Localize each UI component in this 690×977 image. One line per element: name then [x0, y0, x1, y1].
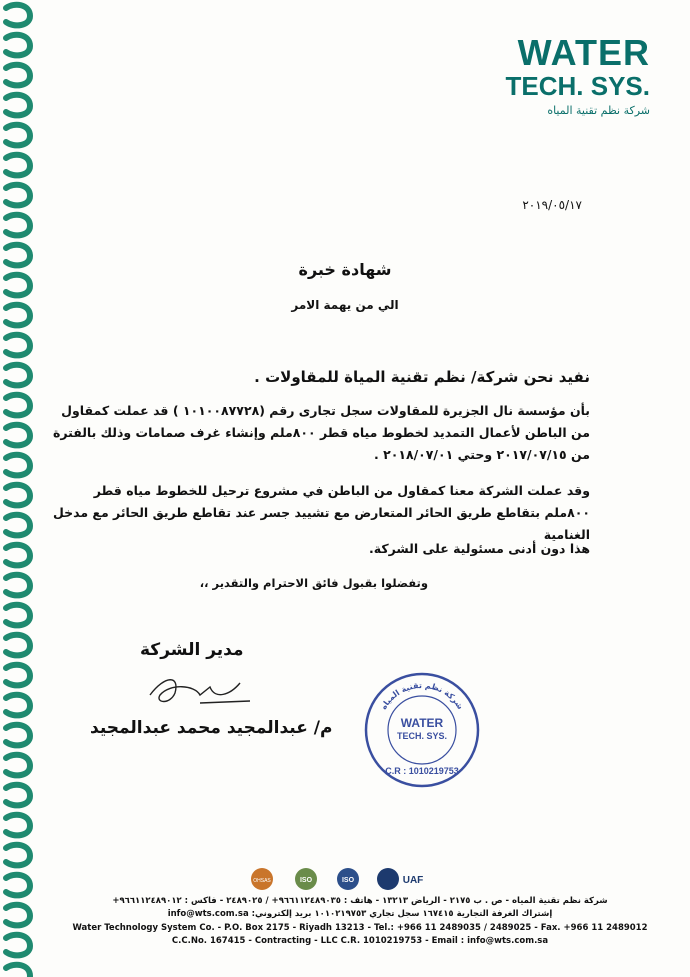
handwritten-signature [140, 665, 260, 715]
paragraph-1: بأن مؤسسة نال الجزيرة للمقاولات سجل تجارى رقم (١٠١٠٠٨٧٧٢٨ ) قد عملت كمقاول من الباطن لأعمال التمديد لخطوط مياه قطر ٨٠٠ملم وإنشاء غرف صمامات وذلك بالفترة من ٢٠١٧/٠٧/١٥ وحتي ٢٠١٨/٠٧/٠١ . [52, 403, 590, 462]
side-pattern-segment [6, 35, 30, 56]
uaf-badge [377, 868, 423, 890]
side-pattern-segment [6, 425, 30, 446]
side-pattern-segment [6, 575, 30, 596]
stamp-arc-text: شركة نظم تقنية المياه [379, 680, 465, 712]
side-pattern-segment [6, 215, 30, 236]
side-pattern-segment [6, 515, 30, 536]
svg-text:OHSAS: OHSAS [253, 878, 271, 884]
side-pattern-segment [6, 815, 30, 836]
stamp-center-line-1: WATER [400, 716, 444, 730]
side-pattern-segment [6, 965, 30, 977]
iso-badge-1 [295, 868, 317, 890]
paragraph-2: وقد عملت الشركة معنا كمقاول من الباطن في مشروع ترحيل للخطوط مياه قطر ٨٠٠ملم بتقاطع طريق الحائر المتعارض مع تشييد جسر عند تقاطع طريق الحائر مع مدخل الغنامية [52, 483, 590, 542]
side-pattern-segment [6, 485, 30, 506]
letter-subtitle: الي من يهمة الامر [291, 298, 399, 312]
logo-word-water: WATER [517, 32, 650, 73]
side-pattern-segment [6, 155, 30, 176]
logo-tagline: شركة نظم تقنية المياه [547, 104, 650, 117]
logo-word-tech-sys: TECH. SYS. [505, 71, 650, 101]
side-pattern-segment [6, 905, 30, 926]
side-pattern-segment [6, 845, 30, 866]
stamp-center-line-2: TECH. SYS. [396, 731, 448, 741]
certification-badges [248, 866, 448, 892]
side-pattern-segment [6, 365, 30, 386]
company-logo [490, 34, 650, 117]
side-pattern-segment [6, 695, 30, 716]
side-pattern-segment [6, 185, 30, 206]
footer-address-english: Water Technology System Co. - P.O. Box 2175 - Riyadh 13213 - Tel.: +966 11 2489035 / 2489025 - Fax. +966 11 2489012 [72, 923, 648, 933]
decorative-side-pattern [0, 0, 40, 977]
side-pattern-segment [6, 875, 30, 896]
side-pattern-segment [6, 635, 30, 656]
side-pattern-segment [6, 455, 30, 476]
footer-address-arabic: شركة نظم تقنية المياه - ص . ب ٢١٧٥ - الرياض ١٣٢١٣ - هاتف : ٩٦٦١١٢٤٨٩٠٣٥+ / ٢٤٨٩٠٢٥ - فاكس : ٩٦٦١١٢٤٨٩٠١٢+ [112, 896, 608, 906]
svg-text:ISO: ISO [341, 877, 355, 884]
intro-line: نفيد نحن شركة/ نظم تقنية المياة للمقاولات . [254, 368, 590, 386]
side-pattern-segment [6, 5, 30, 26]
side-pattern-segment [6, 395, 30, 416]
side-pattern-segment [6, 935, 30, 956]
letter-date: ٢٠١٩/٠٥/١٧ [522, 198, 582, 212]
side-pattern-segment [6, 755, 30, 776]
stamp-cr-number: C.R : 1010219753 [385, 766, 459, 776]
footer-registration-arabic: إشتراك الغرفة التجارية ١٦٧٤١٥ سجل تجاري ١٠١٠٢١٩٧٥٣ بريد إلكتروني: info@wts.com.sa [167, 909, 553, 919]
side-pattern-segment [6, 665, 30, 686]
signatory-role: مدير الشركة [140, 640, 244, 660]
side-pattern-segment [6, 545, 30, 566]
footer-registration-english: C.C.No. 167415 - Contracting - LLC C.R. 1010219753 - Email : info@wts.com.sa [171, 936, 549, 946]
closing-line: وتفضلوا بقبول فائق الاحترام والتقدير ،، [199, 576, 428, 590]
side-pattern-segment [6, 95, 30, 116]
svg-text:UAF: UAF [402, 875, 424, 886]
letter-title: شهادة خبرة [298, 260, 392, 279]
ohsas-badge [251, 868, 273, 890]
side-pattern-segment [6, 125, 30, 146]
side-pattern-segment [6, 785, 30, 806]
iso-badge-2 [337, 868, 359, 890]
svg-text:ISO: ISO [299, 877, 313, 884]
paragraph-3: هذا دون أدنى مسئولية على الشركة. [369, 541, 590, 556]
side-pattern-segment [6, 65, 30, 86]
side-pattern-segment [6, 335, 30, 356]
side-pattern-segment [6, 725, 30, 746]
signatory-name: م/ عبدالمجيد محمد عبدالمجيد [90, 718, 333, 738]
side-pattern-segment [6, 605, 30, 626]
company-stamp [362, 670, 482, 790]
